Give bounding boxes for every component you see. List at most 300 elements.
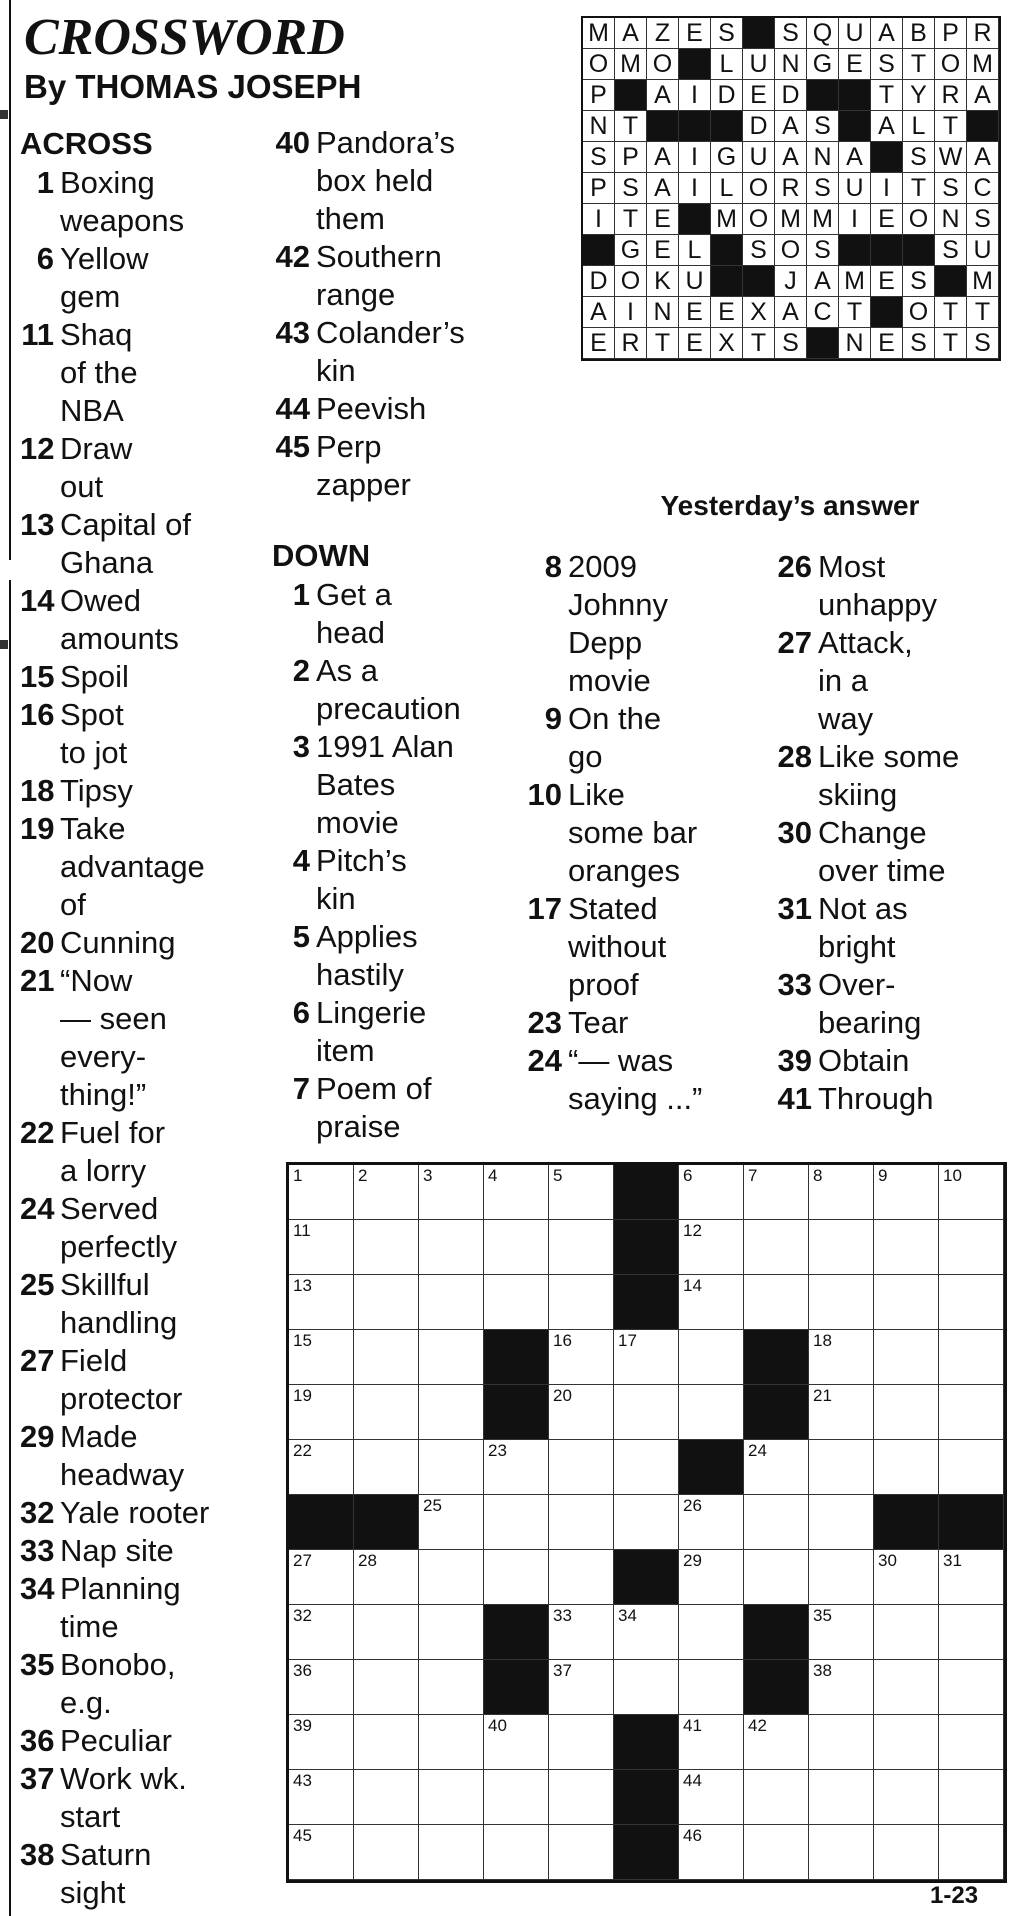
answer-letter-cell: S: [615, 173, 647, 204]
grid-cell[interactable]: [939, 1385, 1004, 1440]
answer-letter-cell: E: [871, 204, 903, 235]
grid-cell[interactable]: [354, 1385, 419, 1440]
grid-cell[interactable]: [419, 1330, 484, 1385]
answer-letter-cell: L: [679, 235, 711, 266]
grid-cell[interactable]: [679, 1495, 744, 1550]
grid-cell[interactable]: [549, 1770, 614, 1825]
answer-letter-cell: S: [935, 173, 967, 204]
clue-item: [20, 658, 280, 696]
clue-item: [272, 390, 522, 428]
grid-cell[interactable]: [939, 1715, 1004, 1770]
clue-text: Saturn sight: [60, 1837, 152, 1910]
grid-cell[interactable]: [549, 1825, 614, 1880]
black-square: [354, 1495, 419, 1550]
clue-text: Boxing weapons: [60, 165, 185, 238]
grid-cell[interactable]: [874, 1385, 939, 1440]
grid-cell[interactable]: [289, 1385, 354, 1440]
yesterdays-answer-caption: Yesterday’s answer: [660, 490, 920, 521]
grid-cell[interactable]: [679, 1770, 744, 1825]
grid-cell[interactable]: [419, 1495, 484, 1550]
grid-cell[interactable]: [614, 1660, 679, 1715]
answer-letter-cell: M: [775, 204, 807, 235]
clue-item: [522, 890, 772, 1004]
grid-cell[interactable]: [744, 1165, 809, 1220]
grid-cell[interactable]: [809, 1385, 874, 1440]
grid-cell[interactable]: [419, 1275, 484, 1330]
cell-number: 13: [293, 1276, 312, 1295]
clue-text: Made headway: [60, 1419, 185, 1492]
answer-letter-cell: T: [615, 204, 647, 235]
answer-letter-cell: I: [679, 173, 711, 204]
black-square: [874, 1495, 939, 1550]
answer-letter-cell: T: [615, 111, 647, 142]
grid-cell[interactable]: [354, 1275, 419, 1330]
clue-item: [20, 1342, 280, 1418]
clue-item: [20, 1570, 280, 1646]
grid-cell[interactable]: [549, 1440, 614, 1495]
answer-letter-cell: S: [807, 111, 839, 142]
grid-cell[interactable]: [549, 1385, 614, 1440]
grid-cell[interactable]: [939, 1330, 1004, 1385]
clue-number: 22: [20, 1115, 55, 1150]
clue-item: [772, 1042, 1012, 1080]
answer-black-square: [935, 266, 967, 297]
cell-number: 16: [553, 1331, 572, 1350]
grid-cell[interactable]: [289, 1330, 354, 1385]
clue-number: 37: [20, 1761, 55, 1796]
cell-number: 22: [293, 1441, 312, 1460]
answer-letter-cell: A: [775, 142, 807, 173]
clue-number: 27: [777, 625, 812, 660]
grid-cell[interactable]: [289, 1770, 354, 1825]
clue-item: [20, 1418, 280, 1494]
cell-number: 46: [683, 1826, 702, 1845]
answer-letter-cell: J: [775, 266, 807, 297]
grid-cell[interactable]: [744, 1495, 809, 1550]
grid-cell[interactable]: [289, 1440, 354, 1495]
clue-heading: ACROSS: [20, 126, 153, 161]
grid-cell[interactable]: [549, 1495, 614, 1550]
grid-cell[interactable]: [289, 1715, 354, 1770]
grid-cell[interactable]: [809, 1770, 874, 1825]
clue-item: [272, 1070, 522, 1146]
clue-number: 13: [20, 507, 55, 542]
cell-number: 2: [358, 1166, 368, 1185]
answer-letter-cell: O: [775, 235, 807, 266]
grid-cell[interactable]: [289, 1605, 354, 1660]
answer-letter-cell: U: [967, 235, 999, 266]
grid-cell[interactable]: [809, 1220, 874, 1275]
clue-text: Take advantage of: [60, 811, 205, 922]
clue-number: 16: [20, 697, 55, 732]
answer-letter-cell: W: [935, 142, 967, 173]
grid-cell[interactable]: [874, 1275, 939, 1330]
grid-cell[interactable]: [809, 1275, 874, 1330]
black-square: [939, 1495, 1004, 1550]
clue-item: [772, 624, 1012, 738]
grid-cell[interactable]: [939, 1275, 1004, 1330]
clue-text: Field protector: [60, 1343, 183, 1416]
answer-letter-cell: A: [647, 142, 679, 173]
answer-letter-cell: N: [775, 49, 807, 80]
clue-number: 33: [20, 1533, 55, 1568]
black-square: [614, 1220, 679, 1275]
grid-cell[interactable]: [289, 1165, 354, 1220]
grid-cell[interactable]: [809, 1550, 874, 1605]
clue-number: 42: [275, 239, 310, 274]
grid-cell[interactable]: [419, 1825, 484, 1880]
clue-text: Bonobo, e.g.: [60, 1647, 176, 1720]
answer-letter-cell: S: [903, 328, 935, 359]
grid-cell[interactable]: [289, 1825, 354, 1880]
cell-number: 42: [748, 1716, 767, 1735]
answer-letter-cell: A: [583, 297, 615, 328]
grid-cell[interactable]: [484, 1770, 549, 1825]
grid-cell[interactable]: [874, 1550, 939, 1605]
clue-number: 33: [777, 967, 812, 1002]
grid-cell[interactable]: [419, 1605, 484, 1660]
cell-number: 36: [293, 1661, 312, 1680]
grid-cell[interactable]: [939, 1550, 1004, 1605]
grid-cell[interactable]: [549, 1660, 614, 1715]
answer-letter-cell: E: [583, 328, 615, 359]
clue-item: [20, 1114, 280, 1190]
answer-letter-cell: E: [647, 204, 679, 235]
grid-cell[interactable]: [289, 1660, 354, 1715]
cell-number: 4: [488, 1166, 498, 1185]
clue-text: Colander’s kin: [316, 315, 465, 388]
grid-cell[interactable]: [549, 1165, 614, 1220]
answer-letter-cell: Z: [647, 18, 679, 49]
answer-letter-cell: T: [903, 49, 935, 80]
answer-black-square: [679, 111, 711, 142]
answer-letter-cell: U: [743, 49, 775, 80]
grid-cell[interactable]: [614, 1440, 679, 1495]
cell-number: 23: [488, 1441, 507, 1460]
date-code: 1-23: [930, 1882, 979, 1909]
answer-letter-cell: I: [839, 204, 871, 235]
answer-letter-cell: P: [615, 142, 647, 173]
grid-cell[interactable]: [354, 1550, 419, 1605]
answer-letter-cell: A: [967, 80, 999, 111]
answer-black-square: [839, 235, 871, 266]
grid-cell[interactable]: [354, 1715, 419, 1770]
grid-cell[interactable]: [549, 1330, 614, 1385]
clue-item: [20, 240, 280, 316]
cell-number: 20: [553, 1386, 572, 1405]
grid-cell[interactable]: [549, 1220, 614, 1275]
grid-cell[interactable]: [354, 1330, 419, 1385]
grid-cell[interactable]: [939, 1770, 1004, 1825]
answer-black-square: [871, 297, 903, 328]
answer-letter-cell: P: [583, 173, 615, 204]
grid-cell[interactable]: [744, 1220, 809, 1275]
grid-cell[interactable]: [874, 1825, 939, 1880]
answer-letter-cell: Y: [903, 80, 935, 111]
clue-number: 31: [777, 891, 812, 926]
cell-number: 29: [683, 1551, 702, 1570]
clue-item: [20, 582, 280, 658]
clue-text: Owed amounts: [60, 583, 179, 656]
answer-letter-cell: T: [935, 328, 967, 359]
grid-cell[interactable]: [354, 1825, 419, 1880]
grid-cell[interactable]: [809, 1330, 874, 1385]
grid-cell[interactable]: [679, 1825, 744, 1880]
clue-text: Spoil: [60, 659, 129, 694]
grid-cell[interactable]: [939, 1165, 1004, 1220]
cell-number: 41: [683, 1716, 702, 1735]
clue-number: 29: [20, 1419, 55, 1454]
grid-cell[interactable]: [874, 1660, 939, 1715]
clue-text: Fuel for a lorry: [60, 1115, 166, 1188]
answer-letter-cell: E: [679, 328, 711, 359]
clue-number: 32: [20, 1495, 55, 1530]
grid-cell[interactable]: [939, 1605, 1004, 1660]
cell-number: 45: [293, 1826, 312, 1845]
clue-item: [20, 1190, 280, 1266]
grid-cell[interactable]: [744, 1770, 809, 1825]
grid-cell[interactable]: [874, 1715, 939, 1770]
grid-cell[interactable]: [484, 1440, 549, 1495]
grid-cell[interactable]: [809, 1605, 874, 1660]
clue-item: [522, 1042, 772, 1118]
clue-item: [20, 1494, 280, 1532]
answer-letter-cell: M: [967, 266, 999, 297]
clue-number: 23: [527, 1005, 562, 1040]
black-square: [614, 1275, 679, 1330]
grid-cell[interactable]: [614, 1330, 679, 1385]
clue-item: [522, 1004, 772, 1042]
grid-cell[interactable]: [679, 1715, 744, 1770]
answer-letter-cell: T: [743, 328, 775, 359]
answer-letter-cell: A: [839, 142, 871, 173]
cell-number: 7: [748, 1166, 758, 1185]
black-square: [614, 1715, 679, 1770]
grid-cell[interactable]: [939, 1825, 1004, 1880]
clue-number: 17: [527, 891, 562, 926]
grid-cell[interactable]: [419, 1550, 484, 1605]
answer-letter-cell: S: [583, 142, 615, 173]
grid-cell[interactable]: [484, 1220, 549, 1275]
cell-number: 37: [553, 1661, 572, 1680]
clue-number: 4: [292, 843, 310, 878]
clue-item: [272, 428, 522, 504]
grid-cell[interactable]: [354, 1605, 419, 1660]
grid-cell[interactable]: [874, 1770, 939, 1825]
grid-cell[interactable]: [484, 1715, 549, 1770]
grid-cell[interactable]: [354, 1220, 419, 1275]
clue-item: [522, 700, 772, 776]
answer-letter-cell: M: [967, 49, 999, 80]
grid-cell[interactable]: [484, 1275, 549, 1330]
grid-cell[interactable]: [874, 1330, 939, 1385]
answer-letter-cell: O: [647, 49, 679, 80]
grid-cell[interactable]: [419, 1770, 484, 1825]
grid-cell[interactable]: [614, 1495, 679, 1550]
grid-cell[interactable]: [679, 1550, 744, 1605]
clue-number: 14: [20, 583, 55, 618]
answer-letter-cell: G: [711, 142, 743, 173]
grid-cell[interactable]: [484, 1550, 549, 1605]
clue-text: Yale rooter: [60, 1495, 210, 1530]
page-edge-strip: [0, 0, 12, 1916]
answer-letter-cell: E: [647, 235, 679, 266]
answer-black-square: [871, 142, 903, 173]
grid-cell[interactable]: [679, 1220, 744, 1275]
answer-letter-cell: C: [807, 297, 839, 328]
grid-cell[interactable]: [484, 1495, 549, 1550]
grid-cell[interactable]: [744, 1550, 809, 1605]
black-square: [614, 1165, 679, 1220]
grid-cell[interactable]: [809, 1825, 874, 1880]
grid-cell[interactable]: [809, 1165, 874, 1220]
grid-cell[interactable]: [679, 1275, 744, 1330]
grid-cell[interactable]: [939, 1660, 1004, 1715]
cell-number: 1: [293, 1166, 303, 1185]
answer-letter-cell: R: [775, 173, 807, 204]
grid-cell[interactable]: [484, 1165, 549, 1220]
clue-number: 8: [544, 549, 562, 584]
clue-number: 35: [20, 1647, 55, 1682]
grid-cell[interactable]: [679, 1330, 744, 1385]
clue-text: “Now — seen every- thing!”: [60, 963, 167, 1112]
clue-item: [272, 652, 522, 728]
clue-text: Skillful handling: [60, 1267, 178, 1340]
answer-letter-cell: D: [583, 266, 615, 297]
clue-number: 10: [527, 777, 562, 812]
grid-cell[interactable]: [419, 1440, 484, 1495]
grid-cell[interactable]: [744, 1715, 809, 1770]
grid-cell[interactable]: [809, 1495, 874, 1550]
answer-letter-cell: U: [839, 173, 871, 204]
grid-cell[interactable]: [289, 1220, 354, 1275]
cell-number: 40: [488, 1716, 507, 1735]
grid-cell[interactable]: [549, 1275, 614, 1330]
clue-heading: DOWN: [272, 538, 371, 573]
edge-rule: [9, 580, 11, 1916]
clue-text: Lingerie item: [316, 995, 427, 1068]
grid-cell[interactable]: [874, 1165, 939, 1220]
answer-letter-cell: A: [967, 142, 999, 173]
clue-item: [772, 548, 1012, 624]
grid-cell[interactable]: [354, 1770, 419, 1825]
grid-cell[interactable]: [874, 1220, 939, 1275]
answer-letter-cell: U: [839, 18, 871, 49]
edge-fragment: [0, 110, 8, 119]
grid-cell[interactable]: [549, 1715, 614, 1770]
clue-text: Peevish: [316, 391, 427, 426]
answer-letter-cell: I: [583, 204, 615, 235]
answer-letter-cell: E: [839, 49, 871, 80]
black-square: [484, 1385, 549, 1440]
clue-item: [272, 918, 522, 994]
grid-cell[interactable]: [614, 1385, 679, 1440]
grid-cell[interactable]: [679, 1385, 744, 1440]
clue-text: Pandora’s box held them: [316, 125, 456, 236]
grid-cell[interactable]: [419, 1165, 484, 1220]
grid-cell[interactable]: [419, 1385, 484, 1440]
answer-letter-cell: S: [967, 204, 999, 235]
grid-cell[interactable]: [679, 1165, 744, 1220]
cell-number: 44: [683, 1771, 702, 1790]
answer-letter-cell: B: [903, 18, 935, 49]
clue-text: Peculiar: [60, 1723, 172, 1758]
answer-letter-cell: I: [871, 173, 903, 204]
grid-cell[interactable]: [419, 1220, 484, 1275]
cell-number: 30: [878, 1551, 897, 1570]
answer-letter-cell: N: [583, 111, 615, 142]
cell-number: 35: [813, 1606, 832, 1625]
grid-cell[interactable]: [614, 1605, 679, 1660]
grid-cell[interactable]: [744, 1440, 809, 1495]
grid-cell[interactable]: [289, 1550, 354, 1605]
clue-text: Capital of Ghana: [60, 507, 191, 580]
grid-cell[interactable]: [354, 1660, 419, 1715]
cell-number: 14: [683, 1276, 702, 1295]
grid-cell[interactable]: [289, 1275, 354, 1330]
clue-number: 28: [777, 739, 812, 774]
clue-item: [20, 1760, 280, 1836]
grid-cell[interactable]: [809, 1715, 874, 1770]
answer-black-square: [839, 111, 871, 142]
grid-cell[interactable]: [549, 1605, 614, 1660]
clue-item: [20, 506, 280, 582]
clue-text: Tipsy: [60, 773, 133, 808]
clue-item: [522, 548, 772, 700]
cell-number: 5: [553, 1166, 563, 1185]
grid-cell[interactable]: [939, 1220, 1004, 1275]
grid-cell[interactable]: [939, 1440, 1004, 1495]
cell-number: 38: [813, 1661, 832, 1680]
clue-item: [20, 810, 280, 924]
clue-item: [272, 576, 522, 652]
answer-letter-cell: M: [615, 49, 647, 80]
answer-letter-cell: D: [775, 80, 807, 111]
grid-cell[interactable]: [744, 1825, 809, 1880]
answer-letter-cell: S: [775, 328, 807, 359]
clue-number: 44: [275, 391, 310, 426]
grid-cell[interactable]: [874, 1605, 939, 1660]
answer-letter-cell: T: [871, 80, 903, 111]
clue-item: [772, 966, 1012, 1042]
grid-cell[interactable]: [809, 1660, 874, 1715]
grid-cell[interactable]: [354, 1440, 419, 1495]
grid-cell[interactable]: [484, 1825, 549, 1880]
grid-cell[interactable]: [679, 1660, 744, 1715]
grid-cell[interactable]: [419, 1715, 484, 1770]
answer-letter-cell: O: [935, 49, 967, 80]
grid-cell[interactable]: [874, 1440, 939, 1495]
grid-cell[interactable]: [419, 1660, 484, 1715]
down-clues-column: [272, 536, 522, 1146]
clue-item: [20, 924, 280, 962]
clue-item: [20, 696, 280, 772]
clue-item: [772, 814, 1012, 890]
clue-text: Stated without proof: [568, 891, 667, 1002]
black-square: [744, 1385, 809, 1440]
grid-cell[interactable]: [549, 1550, 614, 1605]
answer-black-square: [807, 328, 839, 359]
clue-number: 21: [20, 963, 55, 998]
grid-cell[interactable]: [679, 1605, 744, 1660]
grid-cell[interactable]: [354, 1165, 419, 1220]
answer-letter-cell: N: [839, 328, 871, 359]
grid-cell[interactable]: [744, 1275, 809, 1330]
clue-text: Through: [818, 1081, 934, 1116]
crossword-grid: [286, 1162, 1007, 1883]
grid-cell[interactable]: [809, 1440, 874, 1495]
answer-letter-cell: I: [615, 297, 647, 328]
